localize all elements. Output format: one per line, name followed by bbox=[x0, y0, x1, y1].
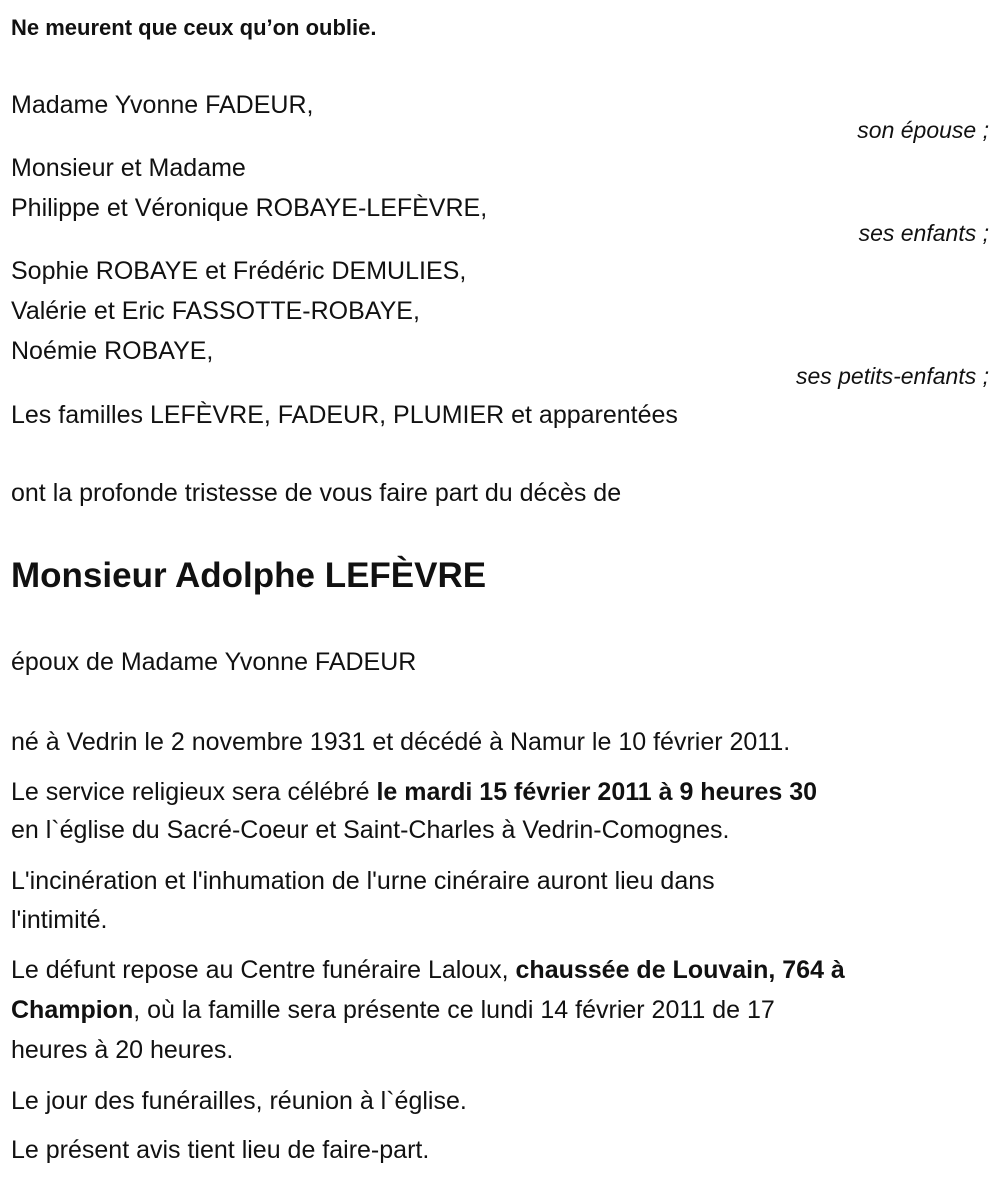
rest-line: heures à 20 heures. bbox=[11, 1036, 234, 1064]
rest-line bbox=[11, 955, 845, 985]
notice: Le présent avis tient lieu de faire-part. bbox=[11, 1136, 430, 1164]
announcement: ont la profonde tristesse de vous faire part du décès de bbox=[11, 479, 622, 507]
children-line: Monsieur et Madame bbox=[11, 154, 246, 182]
rest-line bbox=[11, 995, 775, 1025]
spouse-of: époux de Madame Yvonne FADEUR bbox=[11, 648, 417, 676]
rest-town: Champion bbox=[11, 996, 134, 1024]
rest-text: Le défunt repose au Centre funéraire Laloux, bbox=[11, 956, 516, 984]
epigraph: Ne meurent que ceux qu’on oublie. bbox=[11, 15, 377, 40]
children-role: ses enfants ; bbox=[858, 220, 989, 246]
service-text: Le service religieux sera célébré bbox=[11, 778, 377, 806]
grandchildren-role: ses petits-enfants ; bbox=[795, 363, 989, 389]
service-place: en l`église du Sacré-Coeur et Saint-Charles à Vedrin-Comognes. bbox=[11, 816, 730, 844]
birth-death: né à Vedrin le 2 novembre 1931 et décédé à Namur le 10 février 2011. bbox=[11, 728, 791, 756]
funeral-day: Le jour des funérailles, réunion à l`église. bbox=[11, 1087, 467, 1115]
cremation-line: L'incinération et l'inhumation de l'urne cinéraire auront lieu dans bbox=[11, 867, 715, 895]
service-date: le mardi 15 février 2011 à 9 heures 30 bbox=[376, 778, 818, 806]
grandchildren-line: Sophie ROBAYE et Frédéric DEMULIES, bbox=[11, 257, 467, 285]
deceased-name: Monsieur Adolphe LEFÈVRE bbox=[11, 556, 487, 595]
spouse-name: Madame Yvonne FADEUR, bbox=[11, 91, 314, 119]
grandchildren-line: Noémie ROBAYE, bbox=[11, 337, 214, 365]
families-line: Les familles LEFÈVRE, FADEUR, PLUMIER et apparentées bbox=[11, 401, 678, 429]
rest-text: , où la famille sera présente ce lundi 14 février 2011 de 17 bbox=[133, 996, 775, 1024]
cremation-line: l'intimité. bbox=[11, 906, 108, 934]
service-line bbox=[11, 777, 817, 807]
grandchildren-line: Valérie et Eric FASSOTTE-ROBAYE, bbox=[11, 297, 420, 325]
spouse-role: son épouse ; bbox=[857, 117, 989, 143]
children-line: Philippe et Véronique ROBAYE-LEFÈVRE, bbox=[11, 194, 488, 222]
rest-address: chaussée de Louvain, 764 à bbox=[515, 956, 845, 984]
